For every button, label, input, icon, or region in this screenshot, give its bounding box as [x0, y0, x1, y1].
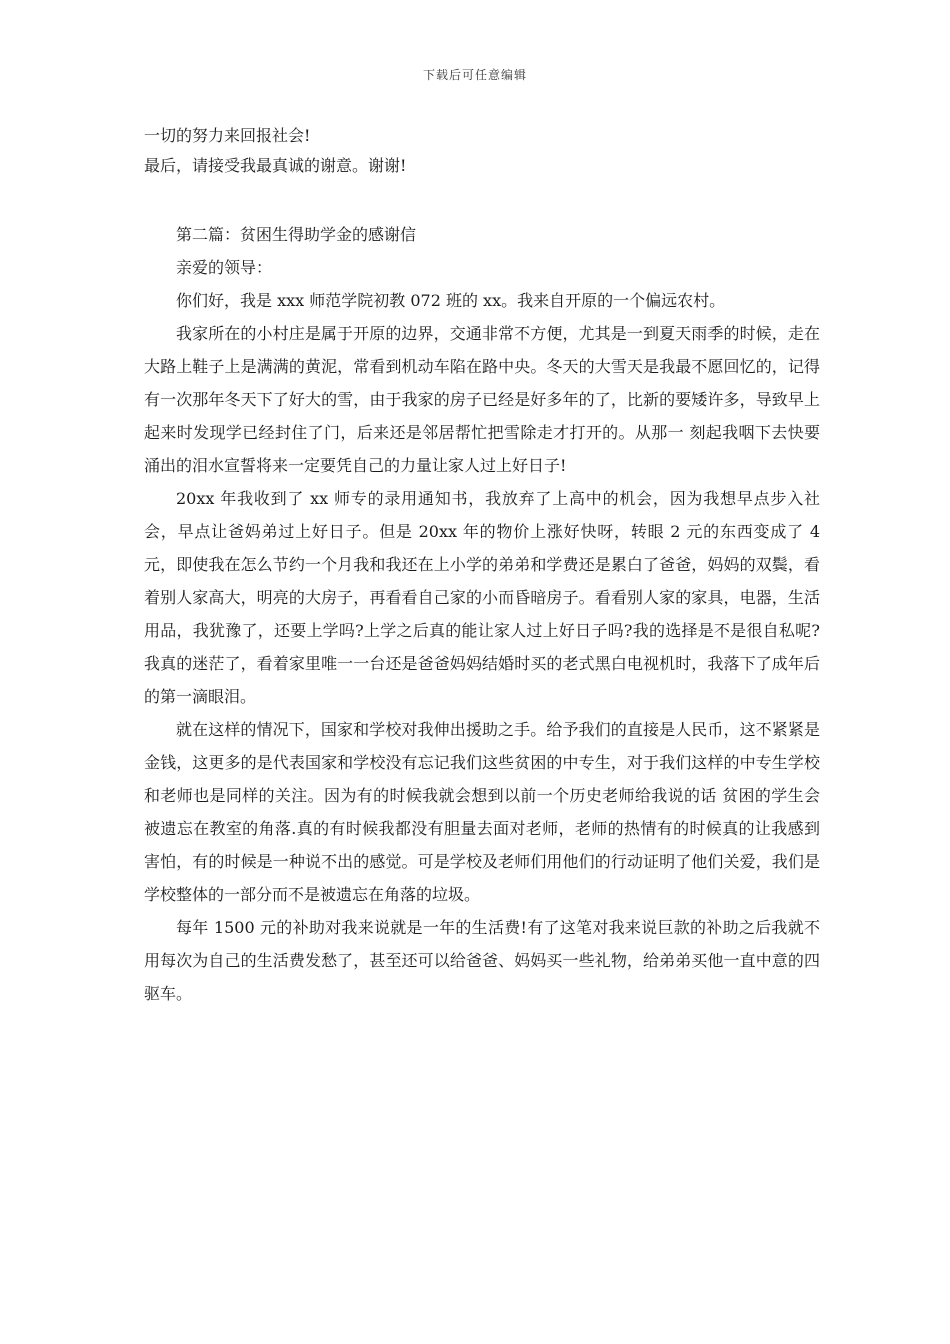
letter-salutation: 亲爱的领导：: [176, 258, 273, 277]
carryover-line-1: 一切的努力来回报社会!: [144, 126, 311, 145]
letter-title: 第二篇：贫困生得助学金的感谢信: [176, 225, 417, 244]
paragraph-admission: 20xx 年我收到了 xx 师专的录用通知书，我放弃了上高中的机会，因为我想早点步入社会，早点让爸妈弟过上好日子。但是 20xx 年的物价上涨好快呀，转眼 2 元的东西变成了 4 元，即使我在怎么节约一个月我和我还在上小学的弟弟和学费还是累白了爸爸，妈妈的双鬓，看着别人家高大，明亮的大房子，再看看自己家的小而昏暗房子。看看别人家的家具，电器，生活用品，我犹豫了，还要上学吗?上学之后真的能让家人过上好日子吗?我的选择是不是很自私呢?我真的迷茫了，看着家里唯一一台还是爸爸妈妈结婚时买的老式黑白电视机时，我落下了成年后的第一滴眼泪。: [144, 489, 820, 706]
document-body: [144, 124, 820, 1010]
carryover-line-2: 最后，请接受我最真诚的谢意。谢谢!: [144, 156, 407, 175]
paragraph-home: 我家所在的小村庄是属于开原的边界，交通非常不方便，尤其是一到夏天雨季的时候，走在大路上鞋子上是满满的黄泥，常看到机动车陷在路中央。冬天的大雪天是我最不愿回忆的，记得有一次那年冬天下了好大的雪，由于我家的房子已经是好多年的了，比新的要矮许多，导致早上起来时发现学已经封住了门，后来还是邻居帮忙把雪除走才打开的。从那一 刻起我咽下去快要涌出的泪水宣誓将来一定要凭自己的力量让家人过上好日子!: [144, 324, 820, 475]
paragraph-subsidy: 每年 1500 元的补助对我来说就是一年的生活费!有了这笔对我来说巨款的补助之后我就不用每次为自己的生活费发愁了，甚至还可以给爸爸、妈妈买一些礼物，给弟弟买他一直中意的四驱车。: [144, 918, 820, 1003]
section-gap: [144, 184, 820, 218]
page-header: 下载后可任意编辑: [422, 68, 527, 82]
paragraph-assistance: 就在这样的情况下，国家和学校对我伸出援助之手。给予我们的直接是人民币，这不紧紧是金钱，这更多的是代表国家和学校没有忘记我们这些贫困的中专生，对于我们这样的中专生学校和老师也是同样的关注。因为有的时候我就会想到以前一个历史老师给我说的话 贫困的学生会被遗忘在教室的角落.真的有时候我都没有胆量去面对老师，老师的热情有的时候真的让我感到害怕，有的时候是一种说不出的感觉。可是学校及老师们用他们的行动证明了他们关爱，我们是学校整体的一部分而不是被遗忘在角落的垃圾。: [144, 720, 820, 904]
paragraph-greeting: 你们好，我是 xxx 师范学院初教 072 班的 xx。我来自开原的一个偏远农村。: [176, 291, 726, 310]
